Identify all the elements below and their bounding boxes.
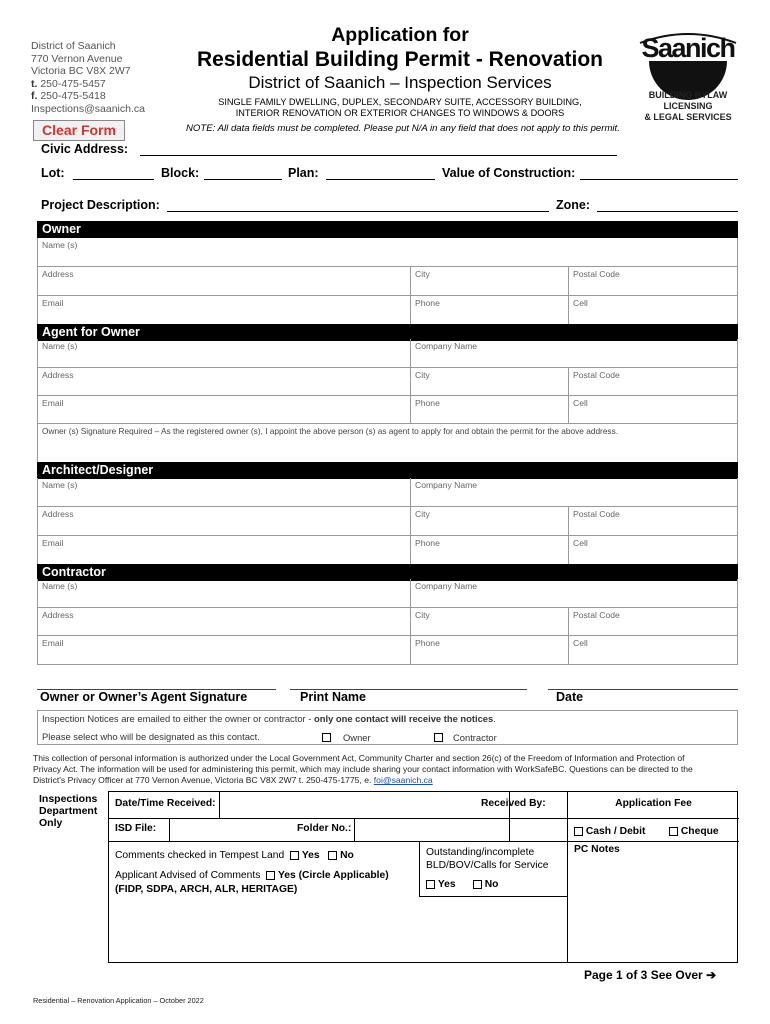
department-title: District of Saanich – Inspection Services <box>248 73 552 92</box>
agent-phone-field[interactable]: Phone <box>410 396 568 423</box>
outstanding-yes-label: Yes <box>437 879 456 890</box>
value-of-construction-label: Value of Construction: <box>442 166 576 180</box>
outstanding-no-checkbox[interactable] <box>473 880 482 889</box>
contact-selection-box <box>37 710 738 745</box>
block-label: Block: <box>161 166 200 180</box>
owner-contact-label: Owner <box>343 732 371 743</box>
architect-contact-row <box>38 536 737 565</box>
org-name: District of Saanich <box>31 40 116 52</box>
circle-applicable-options: (FIDP, SDPA, ARCH, ALR, HERITAGE) <box>115 884 298 895</box>
isd-file-field[interactable] <box>169 819 295 841</box>
owner-grid <box>37 238 738 325</box>
signature-label: Owner or Owner’s Agent Signature <box>40 690 248 704</box>
agent-cell-field[interactable]: Cell <box>568 396 739 423</box>
section-owner: Owner <box>37 221 738 238</box>
tempest-yes-label: Yes <box>301 850 320 861</box>
agent-city-field[interactable]: City <box>410 368 568 395</box>
architect-name-field[interactable]: Name (s) <box>42 480 78 490</box>
logo-sub-line-2: & LEGAL SERVICES <box>644 112 732 122</box>
architect-name-row <box>38 478 737 507</box>
plan-field[interactable] <box>326 179 435 180</box>
plan-label: Plan: <box>288 166 319 180</box>
checkbox-icon <box>669 827 678 836</box>
page-indicator <box>584 968 716 982</box>
contractor-email-field[interactable]: Email <box>42 638 64 648</box>
checkbox-icon <box>574 827 583 836</box>
page-title-line1: Application for <box>331 24 469 46</box>
office-use-label <box>33 791 108 963</box>
cash-debit-option[interactable] <box>567 819 667 841</box>
project-description-field[interactable] <box>167 211 549 212</box>
agent-name-field[interactable]: Name (s) <box>42 341 78 351</box>
cheque-label: Cheque <box>680 826 719 837</box>
agent-name-row <box>38 339 737 368</box>
scope-line-1: SINGLE FAMILY DWELLING, DUPLEX, SECONDARY SUITE, ACCESSORY BUILDING, <box>218 97 582 107</box>
application-fee-label: Application Fee <box>567 792 739 818</box>
architect-city-field[interactable]: City <box>410 507 568 535</box>
owner-phone-field[interactable]: Phone <box>410 296 568 324</box>
document-id: Residential – Renovation Application – October 2022 <box>33 996 204 1005</box>
completion-note: NOTE: All data fields must be completed. Please put N/A in any field that does not apply to this permit. <box>186 123 620 134</box>
office-label-line-2: Department <box>39 805 98 817</box>
lot-label: Lot: <box>41 166 65 180</box>
cash-debit-label: Cash / Debit <box>585 826 646 837</box>
page-indicator-text: Page 1 of 3 See Over <box>584 968 703 982</box>
outstanding-options <box>426 878 561 891</box>
tempest-no-checkbox[interactable] <box>328 851 337 860</box>
isd-file-label: ISD File: <box>115 823 157 834</box>
architect-address-field[interactable]: Address <box>42 509 74 519</box>
agent-contact-row <box>38 396 737 424</box>
outstanding-label-2: BLD/BOV/Calls for Service <box>426 860 549 871</box>
advised-yes-checkbox[interactable] <box>266 871 275 880</box>
architect-phone-field[interactable]: Phone <box>410 536 568 564</box>
folder-no-field[interactable] <box>354 819 509 841</box>
tempest-yes-checkbox[interactable] <box>290 851 299 860</box>
org-phone: 250-475-5457 <box>40 77 106 90</box>
civic-address-label: Civic Address: <box>41 142 129 156</box>
contractor-contact-label: Contractor <box>453 732 497 743</box>
agent-authorization-text[interactable]: Owner (s) Signature Required – As the registered owner (s), I appoint the above person (s) as agent to apply for and obtain the permit for the above address. <box>42 426 619 436</box>
date-received-field[interactable]: Date/Time Received: <box>115 798 216 809</box>
architect-address-row <box>38 507 737 536</box>
org-email[interactable]: Inspections@saanich.ca <box>31 102 145 115</box>
owner-contact-row <box>38 296 737 325</box>
fax-label: f. <box>31 90 38 103</box>
architect-postal-field[interactable]: Postal Code <box>568 507 739 535</box>
owner-postal-field[interactable]: Postal Code <box>568 267 739 295</box>
arrow-right-icon: ➔ <box>706 968 717 982</box>
agent-postal-field[interactable]: Postal Code <box>568 368 739 395</box>
logo-wordmark: Saanich <box>641 33 735 63</box>
agent-email-field[interactable]: Email <box>42 398 64 408</box>
date-label: Date <box>556 690 584 704</box>
section-architect: Architect/Designer <box>37 462 738 479</box>
applicant-advised-label: Applicant Advised of Comments <box>115 870 261 881</box>
contact-notice-emphasis: only one contact will receive the notices <box>314 713 494 724</box>
tempest-no-label: No <box>340 850 354 861</box>
advised-yes-label: Yes (Circle Applicable) <box>277 870 389 881</box>
received-by-label: Received By: <box>481 798 546 809</box>
agent-authorization-row <box>38 424 737 463</box>
architect-email-field[interactable]: Email <box>42 538 64 548</box>
logo-sub-line-1: BUILDING BYLAW LICENSING <box>648 90 728 111</box>
cheque-option[interactable] <box>669 819 739 841</box>
privacy-email-link[interactable]: foi@saanich.ca <box>373 775 433 785</box>
date-received-value[interactable] <box>219 792 509 818</box>
org-street: 770 Vernon Avenue <box>31 52 123 65</box>
section-contractor: Contractor <box>37 564 738 581</box>
saanich-logo <box>624 13 752 122</box>
privacy-line-1: This collection of personal information is authorized under the Local Government Act, Community Charter and section 26(c) of the Freedom of Information and Protection of <box>33 753 685 763</box>
outstanding-cell <box>419 841 567 896</box>
scope-text <box>190 97 610 119</box>
contractor-city-field[interactable]: City <box>410 608 568 635</box>
owner-city-field[interactable]: City <box>410 267 568 295</box>
contractor-phone-field[interactable]: Phone <box>410 636 568 664</box>
office-use-grid <box>108 791 738 963</box>
page-title: Residential Building Permit - Renovation <box>196 48 604 71</box>
architect-cell-field[interactable]: Cell <box>568 536 739 564</box>
architect-company-field[interactable]: Company Name <box>410 478 739 506</box>
owner-contact-checkbox[interactable] <box>322 729 331 747</box>
owner-name-field[interactable]: Name (s) <box>42 240 78 250</box>
agent-address-row <box>38 368 737 396</box>
office-label-line-1: Inspections <box>39 793 98 805</box>
owner-email-field[interactable]: Email <box>42 298 64 308</box>
contractor-name-row <box>38 579 737 608</box>
contractor-postal-field[interactable]: Postal Code <box>568 608 739 635</box>
office-label-line-3: Only <box>39 817 63 829</box>
contact-notice-text <box>42 713 496 724</box>
contractor-company-field[interactable]: Company Name <box>410 579 739 607</box>
value-of-construction-field[interactable] <box>580 179 738 180</box>
contact-notice-period: . <box>493 713 496 724</box>
contractor-address-row <box>38 608 737 636</box>
org-address-block <box>31 40 145 116</box>
agent-address-field[interactable]: Address <box>42 370 74 380</box>
privacy-line-3: District's Privacy Officer at 770 Vernon Avenue, Victoria BC V8X 2W7 t. 250-475-1775, e. <box>33 775 374 785</box>
contractor-address-field[interactable]: Address <box>42 610 74 620</box>
checkbox-icon <box>322 733 331 742</box>
contractor-contact-row <box>38 636 737 665</box>
privacy-notice <box>33 753 738 786</box>
zone-label: Zone: <box>556 198 591 212</box>
contact-notice-part-1: Inspection Notices are emailed to either the owner or contractor - <box>42 713 315 724</box>
project-description-label: Project Description: <box>41 198 160 212</box>
scope-line-2: INTERIOR RENOVATION OR EXTERIOR CHANGES TO WINDOWS & DOORS <box>235 108 565 118</box>
zone-field[interactable] <box>597 211 738 212</box>
outstanding-label-1: Outstanding/incomplete <box>426 847 535 858</box>
print-name-label: Print Name <box>300 690 366 704</box>
civic-address-field[interactable] <box>140 155 617 156</box>
org-city: Victoria BC V8X 2W7 <box>31 65 131 78</box>
block-field[interactable] <box>204 179 282 180</box>
comments-tempest-row <box>115 850 427 861</box>
agent-grid <box>37 339 738 463</box>
architect-grid <box>37 478 738 565</box>
pc-notes-field[interactable]: PC Notes <box>567 841 739 963</box>
office-use-table <box>33 791 738 963</box>
logo-department <box>624 90 752 123</box>
agent-company-field[interactable]: Company Name <box>410 339 739 367</box>
contractor-grid <box>37 579 738 665</box>
phone-label: t. <box>31 77 38 90</box>
applicant-advised-row <box>115 870 427 881</box>
outstanding-yes-checkbox[interactable] <box>426 880 435 889</box>
folder-no-label: Folder No.: <box>297 823 352 834</box>
owner-cell-field[interactable]: Cell <box>568 296 739 324</box>
owner-name-row <box>38 238 737 267</box>
section-agent: Agent for Owner <box>37 324 738 341</box>
contractor-name-field[interactable]: Name (s) <box>42 581 78 591</box>
privacy-line-2: Privacy Act. The information will be used for administering this permit, which may include sharing your contact information with WorkSafeBC. Questions can be directed to the <box>33 764 693 774</box>
contractor-cell-field[interactable]: Cell <box>568 636 739 664</box>
org-fax: 250-475-5418 <box>40 90 106 103</box>
comments-tempest-label: Comments checked in Tempest Land <box>115 850 285 861</box>
lot-field[interactable] <box>73 179 154 180</box>
clear-form-button[interactable]: Clear Form <box>33 120 125 141</box>
owner-address-row <box>38 267 737 296</box>
outstanding-bottom-border <box>419 896 567 897</box>
outstanding-no-label: No <box>484 879 499 890</box>
checkbox-icon <box>434 733 443 742</box>
contractor-contact-checkbox[interactable] <box>434 729 443 747</box>
contact-select-instruction: Please select who will be designated as this contact. <box>42 731 260 742</box>
owner-address-field[interactable]: Address <box>42 269 74 279</box>
